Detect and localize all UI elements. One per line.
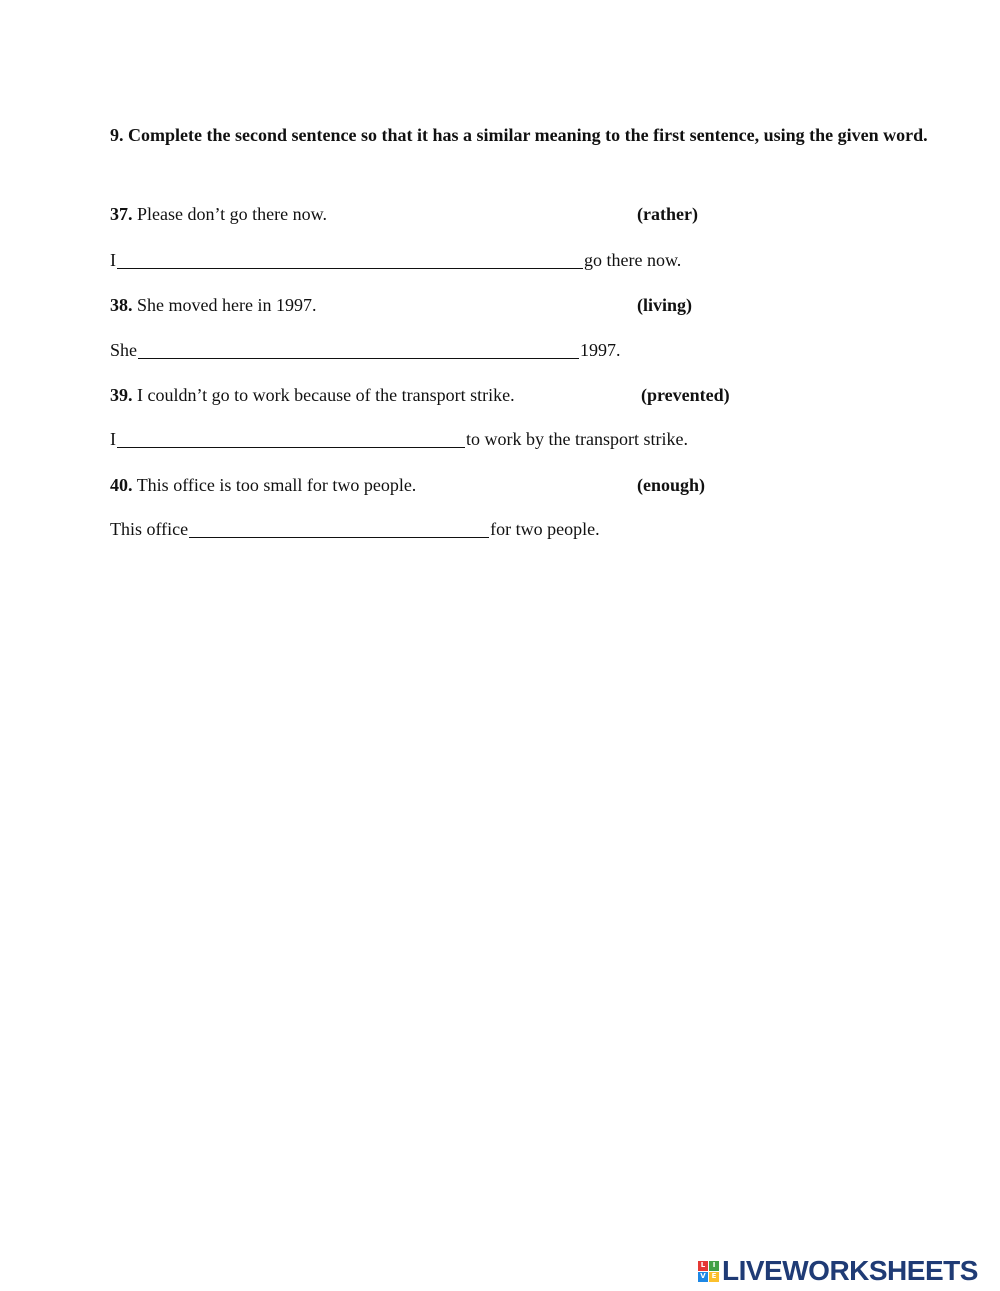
answer-blank[interactable] — [138, 357, 579, 359]
answer-prefix: I — [110, 250, 116, 270]
original-sentence: She moved here in 1997. — [137, 295, 317, 315]
original-sentence: I couldn’t go to work because of the transport strike. — [137, 385, 515, 405]
item-number: 40. — [110, 475, 133, 495]
liveworksheets-brand — [698, 1256, 978, 1286]
item-38-sentence — [110, 293, 316, 317]
item-40-given-word: (enough) — [637, 475, 706, 495]
item-39-sentence — [110, 383, 515, 407]
item-number: 38. — [110, 295, 133, 315]
answer-suffix: to work by the transport strike. — [466, 429, 688, 449]
answer-blank[interactable] — [189, 536, 489, 538]
answer-suffix: 1997. — [580, 340, 621, 360]
original-sentence: This office is too small for two people. — [136, 475, 417, 495]
brand-text: LIVEWORKSHEETS — [722, 1255, 978, 1286]
answer-blank[interactable] — [117, 267, 583, 269]
answer-prefix: This office — [110, 519, 189, 539]
answer-blank[interactable] — [117, 446, 465, 448]
liveworksheets-logo-icon — [698, 1261, 719, 1282]
item-38-answer-line — [110, 338, 621, 362]
logo-letter-i: I — [709, 1261, 719, 1271]
item-number: 37. — [110, 204, 133, 224]
item-37-given-word: (rather) — [637, 204, 698, 224]
item-40-sentence — [110, 473, 416, 497]
item-37-sentence — [110, 202, 327, 226]
answer-suffix: for two people. — [490, 519, 600, 539]
item-39-answer-line — [110, 427, 688, 451]
item-number: 39. — [110, 385, 133, 405]
item-38-given-word: (living) — [637, 295, 693, 315]
logo-letter-v: V — [698, 1272, 708, 1282]
item-39-given-word: (prevented) — [641, 385, 730, 405]
answer-prefix: I — [110, 429, 116, 449]
original-sentence: Please don’t go there now. — [137, 204, 327, 224]
answer-prefix: She — [110, 340, 137, 360]
item-37-answer-line — [110, 248, 681, 272]
answer-suffix: go there now. — [584, 250, 682, 270]
logo-letter-e: E — [709, 1272, 719, 1282]
item-40-answer-line — [110, 517, 600, 541]
logo-letter-l: L — [698, 1261, 708, 1271]
exercise-instruction: 9. Complete the second sentence so that it has a similar meaning to the first sentence, using the given word. — [110, 125, 928, 145]
